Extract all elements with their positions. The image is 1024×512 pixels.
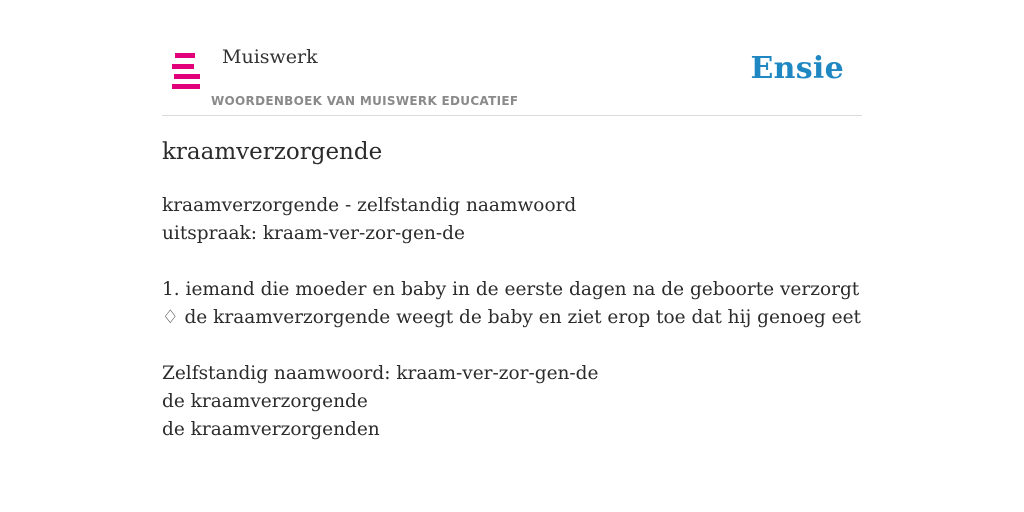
muiswerk-logo-icon[interactable] [172, 53, 200, 89]
entry-line-wordclass: kraamverzorgende - zelfstandig naamwoord [162, 195, 577, 216]
ensie-logo[interactable]: Ensie [750, 51, 844, 86]
page-title: kraamverzorgende [162, 139, 383, 165]
brand-name[interactable]: Muiswerk [222, 46, 318, 68]
entry-line-singular: de kraamverzorgende [162, 391, 368, 412]
entry-line-hyphenation: Zelfstandig naamwoord: kraam-ver-zor-gen-de [162, 363, 599, 384]
entry-line-definition: 1. iemand die moeder en baby in de eerste dagen na de geboorte verzorgt [162, 279, 860, 300]
entry-content [162, 192, 862, 444]
entry-line-plural: de kraamverzorgenden [162, 419, 380, 440]
entry-line-pronunciation: uitspraak: kraam-ver-zor-gen-de [162, 223, 465, 244]
entry-line-blank [162, 332, 862, 360]
page-header [162, 0, 862, 116]
entry-line-blank [162, 248, 862, 276]
brand-subtitle: WOORDENBOEK VAN MUISWERK EDUCATIEF [211, 94, 519, 108]
entry-line-example: ♢ de kraamverzorgende weegt de baby en ziet erop toe dat hij genoeg eet [162, 307, 861, 328]
